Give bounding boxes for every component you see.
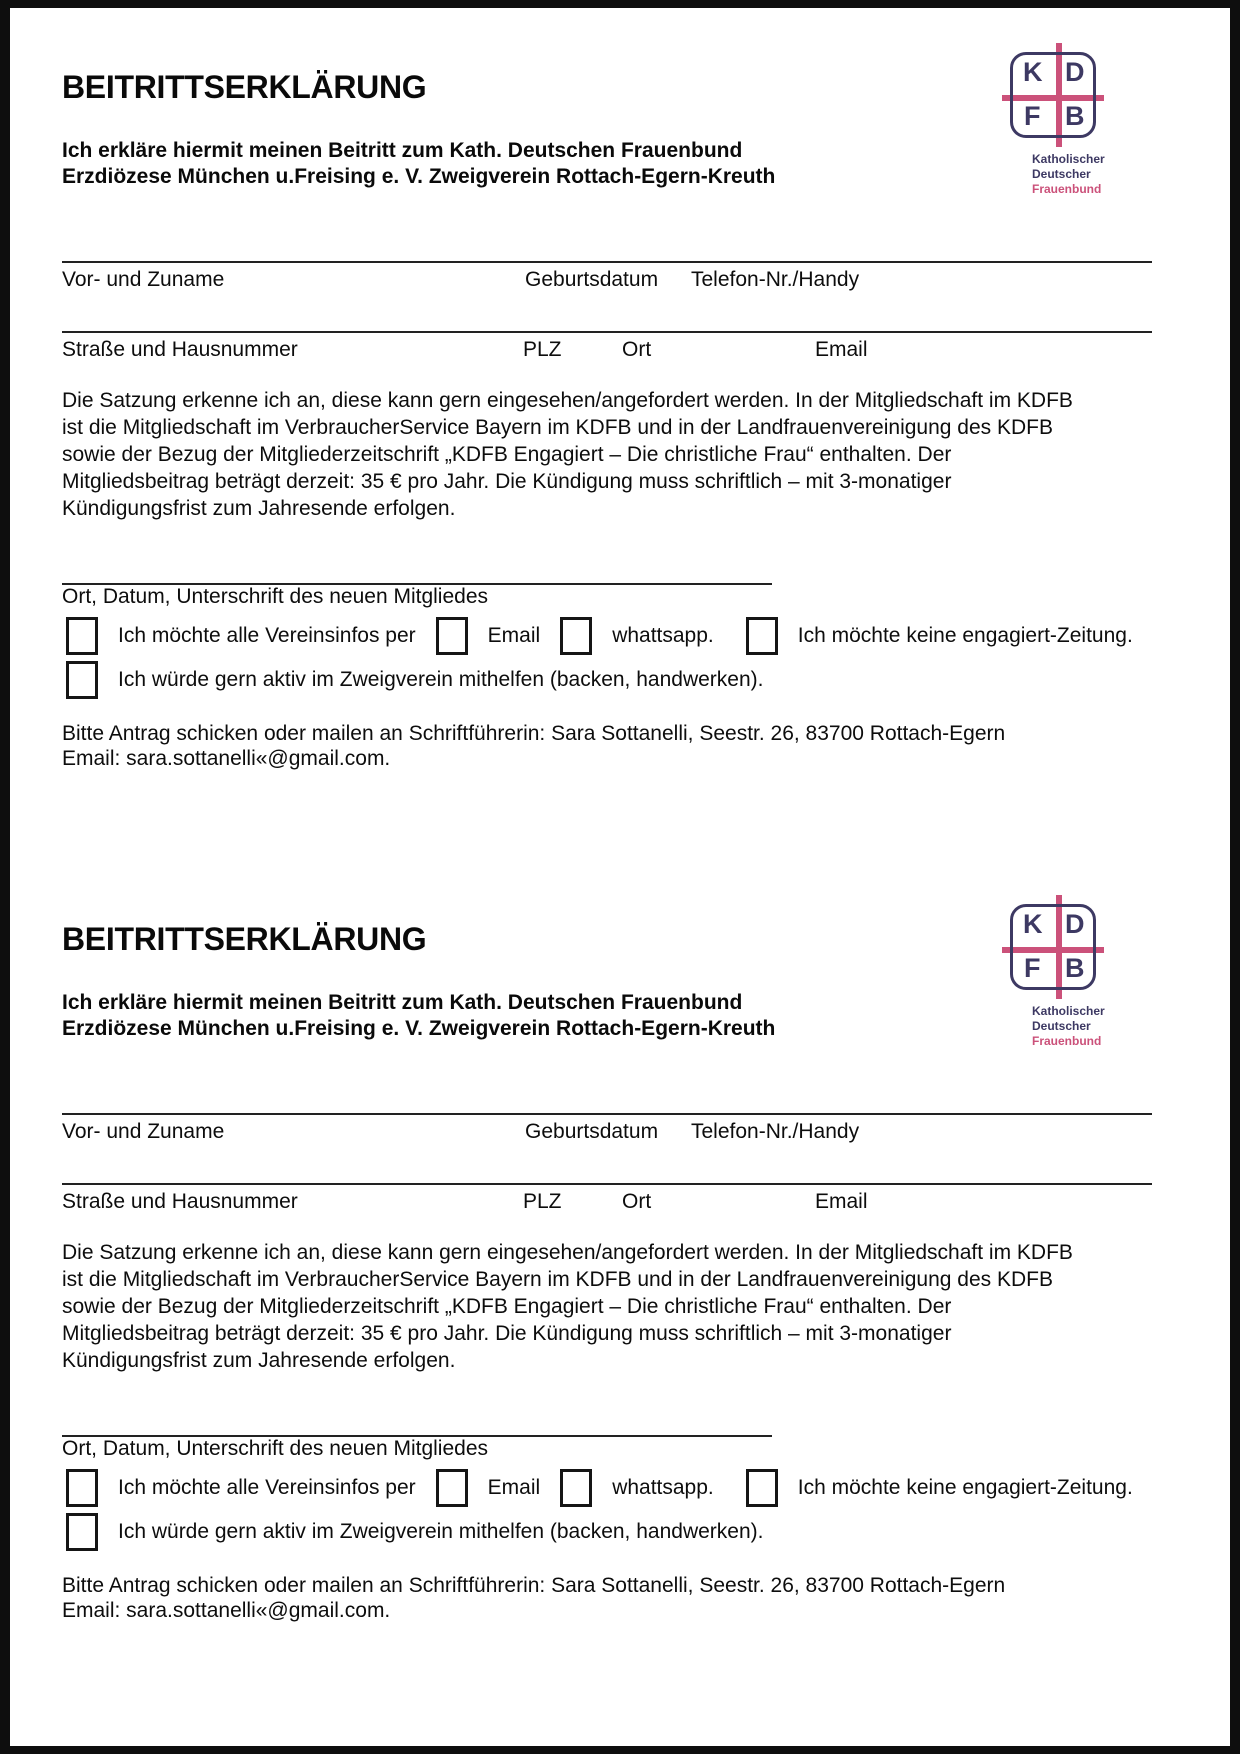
- active-help-label: Ich würde gern aktiv im Zweigverein mithelfen (backen, handwerken).: [118, 1520, 764, 1543]
- terms-line: sowie der Bezug der Mitgliederzeitschrift „KDFB Engagiert – Die christliche Frau“ enthalten. Der: [62, 1295, 952, 1318]
- field-label-name: Vor- und Zuname: [62, 1120, 225, 1143]
- form-subtitle: [62, 990, 775, 1042]
- no-newspaper-checkbox[interactable]: [746, 1469, 778, 1507]
- field-label-ort: Ort: [622, 1190, 652, 1213]
- logo-letter-f: F: [1024, 953, 1041, 983]
- contact-line: Bitte Antrag schicken oder mailen an Schriftführerin: Sara Sottanelli, Seestr. 26, 83700 Rottach-Egern: [62, 1574, 1006, 1597]
- header-text: [62, 898, 775, 1042]
- header-text: [62, 46, 775, 190]
- signature-section: [62, 1435, 1152, 1461]
- subtitle-line: Erzdiözese München u.Freising e. V. Zweigverein Rottach-Egern-Kreuth: [62, 1017, 776, 1040]
- signature-label: Ort, Datum, Unterschrift des neuen Mitgliedes: [62, 1437, 489, 1460]
- logo-caption-line: Frauenbund: [1032, 1034, 1102, 1048]
- subtitle-line: Ich erkläre hiermit meinen Beitritt zum Kath. Deutschen Frauenbund: [62, 139, 743, 162]
- form-header: [62, 898, 1152, 1049]
- contact-info: [62, 721, 1152, 771]
- active-help-label: Ich würde gern aktiv im Zweigverein mithelfen (backen, handwerken).: [118, 668, 764, 691]
- logo-caption-line: Deutscher: [1032, 1019, 1091, 1033]
- logo-letter-b: B: [1065, 101, 1085, 131]
- field-row-address-email: [62, 331, 1152, 379]
- field-row-name-birthdate-phone: [62, 261, 1152, 331]
- email-checkbox[interactable]: [436, 1469, 468, 1507]
- kdfb-logo-mark: [1010, 52, 1096, 138]
- no-newspaper-label: Ich möchte keine engagiert-Zeitung.: [797, 624, 1133, 647]
- field-label-street: Straße und Hausnummer: [62, 1190, 298, 1213]
- field-label-email: Email: [815, 338, 868, 361]
- kdfb-logo: [1004, 52, 1124, 197]
- field-label-plz: PLZ: [523, 1190, 562, 1213]
- field-label-plz: PLZ: [523, 338, 562, 361]
- logo-caption-line: Katholischer: [1032, 152, 1105, 166]
- options-row-active-help: [62, 1513, 1152, 1551]
- terms-line: Die Satzung erkenne ich an, diese kann gern eingesehen/angefordert werden. In der Mitgliedschaft im KDFB: [62, 1241, 1073, 1264]
- logo-caption-line: Deutscher: [1032, 167, 1091, 181]
- terms-line: Mitgliedsbeitrag beträgt derzeit: 35 € pro Jahr. Die Kündigung muss schriftlich – mit 3-monatiger: [62, 1322, 952, 1345]
- terms-line: Kündigungsfrist zum Jahresende erfolgen.: [62, 497, 456, 520]
- field-label-birthdate: Geburtsdatum: [525, 1120, 659, 1143]
- signature-label: Ort, Datum, Unterschrift des neuen Mitgliedes: [62, 585, 489, 608]
- options-row-infos: [62, 617, 1152, 655]
- email-option-label: Email: [487, 624, 541, 647]
- field-label-email: Email: [815, 1190, 868, 1213]
- vereinsinfos-label: Ich möchte alle Vereinsinfos per: [118, 624, 416, 647]
- kdfb-logo-mark: [1010, 904, 1096, 990]
- form-title: BEITRITTSERKLÄRUNG: [62, 921, 427, 957]
- form-subtitle: [62, 138, 775, 190]
- options-row-infos: [62, 1469, 1152, 1507]
- logo-caption-line: Katholischer: [1032, 1004, 1105, 1018]
- terms-line: ist die Mitgliedschaft im VerbraucherService Bayern im KDFB und in der Landfrauenvereinigung des KDFB: [62, 416, 1053, 439]
- whatsapp-option-label: whattsapp.: [612, 624, 714, 647]
- field-label-birthdate: Geburtsdatum: [525, 268, 659, 291]
- field-label-phone: Telefon-Nr./Handy: [691, 1120, 860, 1143]
- whatsapp-checkbox[interactable]: [560, 1469, 592, 1507]
- terms-line: Mitgliedsbeitrag beträgt derzeit: 35 € pro Jahr. Die Kündigung muss schriftlich – mit 3-monatiger: [62, 470, 952, 493]
- email-option-label: Email: [487, 1476, 541, 1499]
- field-label-phone: Telefon-Nr./Handy: [691, 268, 860, 291]
- terms-paragraph: [62, 387, 1152, 522]
- logo-letter-k: K: [1023, 57, 1043, 87]
- subtitle-line: Erzdiözese München u.Freising e. V. Zweigverein Rottach-Egern-Kreuth: [62, 165, 776, 188]
- terms-line: sowie der Bezug der Mitgliederzeitschrift „KDFB Engagiert – Die christliche Frau“ enthalten. Der: [62, 443, 952, 466]
- field-label-ort: Ort: [622, 338, 652, 361]
- logo-caption-line: Frauenbund: [1032, 182, 1102, 196]
- terms-line: ist die Mitgliedschaft im VerbraucherService Bayern im KDFB und in der Landfrauenvereinigung des KDFB: [62, 1268, 1053, 1291]
- logo-letter-k: K: [1023, 909, 1043, 939]
- terms-line: Kündigungsfrist zum Jahresende erfolgen.: [62, 1349, 456, 1372]
- logo-letter-d: D: [1065, 57, 1085, 87]
- email-checkbox[interactable]: [436, 617, 468, 655]
- field-label-name: Vor- und Zuname: [62, 268, 225, 291]
- logo-caption: [1032, 1004, 1124, 1049]
- contact-info: [62, 1573, 1152, 1623]
- subtitle-line: Ich erkläre hiermit meinen Beitritt zum Kath. Deutschen Frauenbund: [62, 991, 743, 1014]
- logo-letter-f: F: [1024, 101, 1041, 131]
- logo-caption: [1032, 152, 1124, 197]
- form-header: [62, 46, 1152, 197]
- vereinsinfos-checkbox[interactable]: [66, 617, 98, 655]
- signature-section: [62, 583, 1152, 609]
- whatsapp-option-label: whattsapp.: [612, 1476, 714, 1499]
- field-row-address-email: [62, 1183, 1152, 1231]
- vereinsinfos-label: Ich möchte alle Vereinsinfos per: [118, 1476, 416, 1499]
- membership-form: [62, 46, 1152, 771]
- field-row-name-birthdate-phone: [62, 1113, 1152, 1183]
- logo-letter-b: B: [1065, 953, 1085, 983]
- active-help-checkbox[interactable]: [66, 1513, 98, 1551]
- kdfb-logo: [1004, 904, 1124, 1049]
- whatsapp-checkbox[interactable]: [560, 617, 592, 655]
- contact-line: Email: sara.sottanelli«@gmail.com.: [62, 747, 391, 770]
- vereinsinfos-checkbox[interactable]: [66, 1469, 98, 1507]
- logo-letter-d: D: [1065, 909, 1085, 939]
- form-title: BEITRITTSERKLÄRUNG: [62, 69, 427, 105]
- terms-line: Die Satzung erkenne ich an, diese kann gern eingesehen/angefordert werden. In der Mitgliedschaft im KDFB: [62, 389, 1073, 412]
- options-row-active-help: [62, 661, 1152, 699]
- contact-line: Email: sara.sottanelli«@gmail.com.: [62, 1599, 391, 1622]
- contact-line: Bitte Antrag schicken oder mailen an Schriftführerin: Sara Sottanelli, Seestr. 26, 83700 Rottach-Egern: [62, 722, 1006, 745]
- active-help-checkbox[interactable]: [66, 661, 98, 699]
- membership-form: [62, 898, 1152, 1623]
- terms-paragraph: [62, 1239, 1152, 1374]
- field-label-street: Straße und Hausnummer: [62, 338, 298, 361]
- no-newspaper-checkbox[interactable]: [746, 617, 778, 655]
- no-newspaper-label: Ich möchte keine engagiert-Zeitung.: [797, 1476, 1133, 1499]
